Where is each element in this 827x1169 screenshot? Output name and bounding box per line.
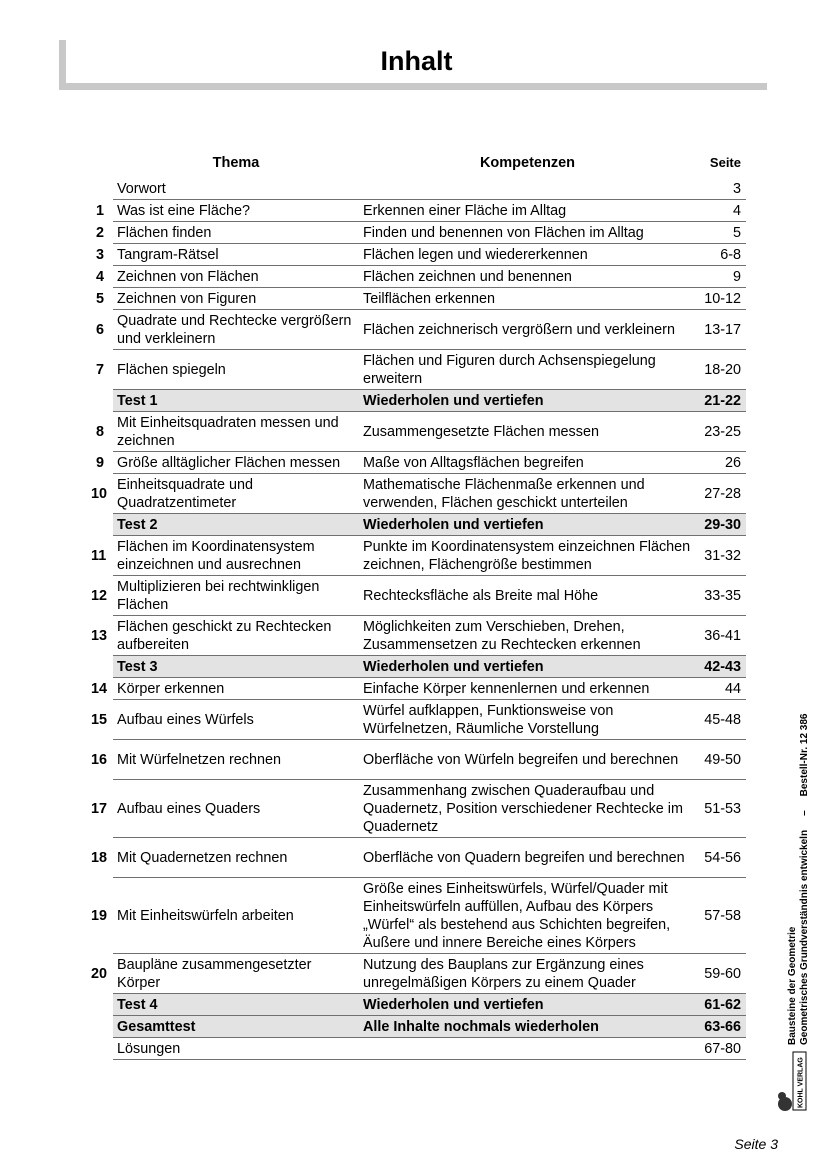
toc-thema: Flächen im Koordinatensystem einzeichnen und ausrechnen (113, 536, 359, 576)
toc-kompetenz: Flächen zeichnerisch vergrößern und verkleinern (359, 310, 696, 350)
toc-test-row (87, 994, 746, 1016)
toc-thema: Mit Würfelnetzen rechnen (113, 740, 359, 780)
side-label (787, 714, 811, 1045)
toc-row (87, 474, 746, 514)
toc-num: 1 (95, 203, 104, 219)
toc-num (87, 390, 113, 412)
toc-num: 14 (91, 681, 108, 697)
toc-kompetenz: Flächen und Figuren durch Achsenspiegelung erweitern (359, 350, 696, 390)
toc-row (87, 222, 746, 244)
toc-kompetenz: Flächen zeichnen und benennen (359, 266, 696, 288)
toc-thema: Mit Einheitsquadraten messen und zeichnen (113, 412, 359, 452)
toc-thema: Mit Einheitswürfeln arbeiten (113, 878, 359, 954)
toc-num: 11 (91, 548, 107, 564)
toc-thema: Flächen finden (113, 222, 359, 244)
toc-thema: Flächen geschickt zu Rechtecken aufbereiten (113, 616, 359, 656)
toc-thema: Einheitsquadrate und Quadratzentimeter (113, 474, 359, 514)
toc-thema: Größe alltäglicher Flächen messen (113, 452, 359, 474)
series-title: Bausteine der Geometrie (787, 926, 798, 1045)
toc-seite: 26 (696, 452, 746, 474)
header-seite: Seite (709, 155, 741, 170)
separator: – (799, 810, 810, 816)
toc-num (87, 1016, 113, 1038)
toc-seite: 44 (696, 678, 746, 700)
toc-seite: 21-22 (696, 390, 746, 412)
toc-kompetenz: Würfel aufklappen, Funktionsweise von Würfelnetzen, Räumliche Vorstellung (359, 700, 696, 740)
toc-num: 13 (91, 628, 108, 644)
toc-thema: Baupläne zusammengesetzter Körper (113, 954, 359, 994)
page-title: Inhalt (380, 46, 453, 76)
toc-num: 4 (95, 269, 104, 285)
toc-kompetenz: Maße von Alltagsflächen begreifen (359, 452, 696, 474)
toc-seite: 13-17 (696, 310, 746, 350)
toc-kompetenz: Punkte im Koordinatensystem einzeichnen Flächen zeichnen, Flächengröße bestimmen (359, 536, 696, 576)
toc-seite: 36-41 (696, 616, 746, 656)
toc-num (87, 514, 113, 536)
toc-kompetenz: Alle Inhalte nochmals wiederholen (359, 1016, 696, 1038)
toc-table (87, 150, 746, 1060)
toc-kompetenz (359, 1038, 696, 1060)
toc-seite: 29-30 (696, 514, 746, 536)
toc-test-row (87, 656, 746, 678)
toc-seite: 31-32 (696, 536, 746, 576)
toc-seite: 45-48 (696, 700, 746, 740)
toc-seite: 23-25 (696, 412, 746, 452)
toc-kompetenz: Wiederholen und vertiefen (359, 656, 696, 678)
toc-thema: Aufbau eines Quaders (113, 780, 359, 838)
toc-header-row (87, 150, 746, 178)
toc-thema: Gesamttest (113, 1016, 359, 1038)
toc-num: 19 (91, 908, 108, 924)
toc-kompetenz: Möglichkeiten zum Verschieben, Drehen, Zusammensetzen zu Rechtecken erkennen (359, 616, 696, 656)
toc-num: 10 (91, 486, 108, 502)
toc-kompetenz: Mathematische Flächenmaße erkennen und verwenden, Flächen geschickt unterteilen (359, 474, 696, 514)
toc-row (87, 200, 746, 222)
toc-row (87, 954, 746, 994)
toc-test-row (87, 514, 746, 536)
toc-thema: Körper erkennen (113, 678, 359, 700)
toc-thema: Zeichnen von Figuren (113, 288, 359, 310)
toc-num (87, 1038, 113, 1060)
toc-row (87, 1038, 746, 1060)
toc-num (87, 994, 113, 1016)
toc-seite: 59-60 (696, 954, 746, 994)
toc-num: 2 (95, 225, 104, 241)
title-bar (59, 40, 767, 90)
toc-num: 17 (91, 801, 108, 817)
toc-seite: 18-20 (696, 350, 746, 390)
toc-seite: 5 (696, 222, 746, 244)
toc-num: 20 (91, 966, 108, 982)
toc-seite: 6-8 (696, 244, 746, 266)
toc-num: 16 (91, 752, 108, 768)
toc-row (87, 178, 746, 200)
toc-seite: 54-56 (696, 838, 746, 878)
toc-kompetenz: Zusammengesetzte Flächen messen (359, 412, 696, 452)
toc-thema: Mit Quadernetzen rechnen (113, 838, 359, 878)
toc-thema: Test 4 (113, 994, 359, 1016)
toc-thema: Tangram-Rätsel (113, 244, 359, 266)
toc-thema: Was ist eine Fläche? (113, 200, 359, 222)
toc-kompetenz: Teilflächen erkennen (359, 288, 696, 310)
toc-num: 3 (95, 247, 104, 263)
page-number: Seite 3 (734, 1136, 778, 1152)
toc-num (87, 178, 113, 200)
header-num (87, 150, 113, 178)
toc-row (87, 310, 746, 350)
toc-row (87, 740, 746, 780)
toc-row (87, 244, 746, 266)
publisher-name: KOHL VERLAG (797, 1057, 805, 1108)
toc-row (87, 780, 746, 838)
toc-kompetenz: Wiederholen und vertiefen (359, 514, 696, 536)
toc-thema: Flächen spiegeln (113, 350, 359, 390)
toc-test-row (87, 1016, 746, 1038)
toc-kompetenz: Wiederholen und vertiefen (359, 390, 696, 412)
header-thema: Thema (212, 155, 260, 171)
toc-seite: 27-28 (696, 474, 746, 514)
toc-seite: 33-35 (696, 576, 746, 616)
toc-num: 15 (91, 712, 108, 728)
toc-seite: 10-12 (696, 288, 746, 310)
toc-row (87, 536, 746, 576)
toc-thema: Lösungen (113, 1038, 359, 1060)
toc-thema: Test 2 (113, 514, 359, 536)
toc-row (87, 350, 746, 390)
toc-row (87, 678, 746, 700)
toc-kompetenz: Flächen legen und wiedererkennen (359, 244, 696, 266)
toc-row (87, 266, 746, 288)
publisher-logo (774, 1050, 808, 1114)
toc-num: 9 (95, 455, 104, 471)
toc-row (87, 576, 746, 616)
toc-kompetenz: Wiederholen und vertiefen (359, 994, 696, 1016)
toc-row (87, 700, 746, 740)
toc-seite: 4 (696, 200, 746, 222)
toc-num: 8 (95, 424, 104, 440)
toc-row (87, 452, 746, 474)
toc-seite: 63-66 (696, 1016, 746, 1038)
toc-num: 7 (95, 362, 104, 378)
toc-kompetenz: Einfache Körper kennenlernen und erkennen (359, 678, 696, 700)
toc-seite: 57-58 (696, 878, 746, 954)
toc-num (87, 656, 113, 678)
toc-thema: Aufbau eines Würfels (113, 700, 359, 740)
toc-body (87, 178, 746, 1060)
toc-kompetenz: Finden und benennen von Flächen im Alltag (359, 222, 696, 244)
toc-thema: Zeichnen von Flächen (113, 266, 359, 288)
toc-row (87, 412, 746, 452)
toc-kompetenz: Oberfläche von Quadern begreifen und berechnen (359, 838, 696, 878)
toc-seite: 9 (696, 266, 746, 288)
toc-row (87, 838, 746, 878)
toc-thema: Quadrate und Rechtecke vergrößern und verkleinern (113, 310, 359, 350)
header-kompetenzen: Kompetenzen (479, 155, 576, 171)
toc-num: 6 (95, 322, 104, 338)
book-title: Geometrisches Grundverständnis entwickeln (799, 829, 810, 1045)
toc-kompetenz: Rechtecksfläche als Breite mal Höhe (359, 576, 696, 616)
toc-row (87, 616, 746, 656)
toc-kompetenz: Nutzung des Bauplans zur Ergänzung eines unregelmäßigen Körpers zu einem Quader (359, 954, 696, 994)
toc-kompetenz: Erkennen einer Fläche im Alltag (359, 200, 696, 222)
order-number: Bestell-Nr. 12 386 (799, 713, 810, 797)
toc-num: 18 (91, 850, 108, 866)
toc-kompetenz: Größe eines Einheitswürfels, Würfel/Quader mit Einheitswürfeln auffüllen, Aufbau des Körpers „Würfel“ als bestehend aus Schichten begreifen, Äußere und innere Bereiche eines Körpers (359, 878, 696, 954)
toc-num: 12 (91, 588, 108, 604)
toc-test-row (87, 390, 746, 412)
toc-seite: 51-53 (696, 780, 746, 838)
toc-seite: 67-80 (696, 1038, 746, 1060)
toc-kompetenz: Zusammenhang zwischen Quaderaufbau und Quadernetz, Position verschiedener Rechtecke im Quadernetz (359, 780, 696, 838)
toc-seite: 61-62 (696, 994, 746, 1016)
toc-thema: Test 3 (113, 656, 359, 678)
toc-kompetenz (359, 178, 696, 200)
toc-num: 5 (95, 291, 104, 307)
toc-seite: 49-50 (696, 740, 746, 780)
toc-kompetenz: Oberfläche von Würfeln begreifen und berechnen (359, 740, 696, 780)
toc-thema: Test 1 (113, 390, 359, 412)
toc-thema: Vorwort (113, 178, 359, 200)
toc-row (87, 288, 746, 310)
toc-seite: 3 (696, 178, 746, 200)
toc-seite: 42-43 (696, 656, 746, 678)
toc-thema: Multiplizieren bei rechtwinkligen Flächen (113, 576, 359, 616)
toc-row (87, 878, 746, 954)
